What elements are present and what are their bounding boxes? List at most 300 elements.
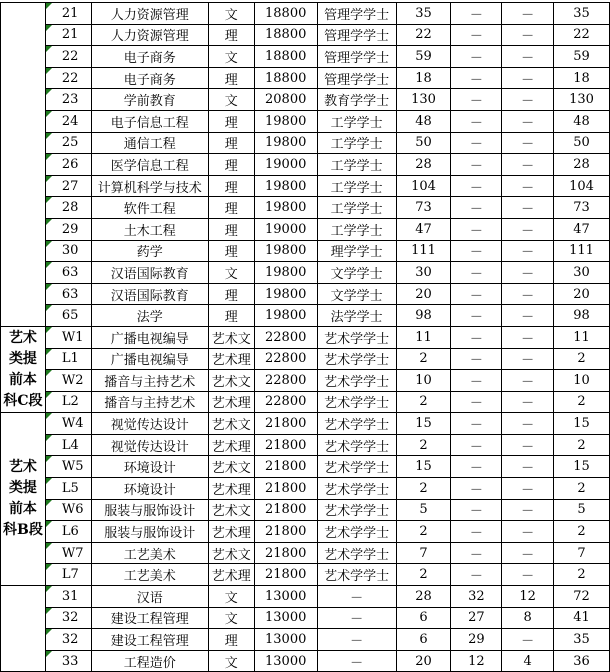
subject-type-cell: 文 — [208, 586, 254, 608]
plan-count-a-cell: 2 — [396, 391, 451, 413]
plan-count-c-cell: － — [502, 262, 554, 284]
table-row — [1, 521, 610, 543]
major-code-cell: L6 — [45, 521, 91, 543]
major-name-cell: 广播电视编导 — [91, 326, 208, 348]
section-label — [1, 586, 46, 672]
table-row — [1, 89, 610, 111]
table-row — [1, 478, 610, 500]
major-name-cell: 建设工程管理 — [91, 607, 208, 629]
section-label — [1, 3, 46, 327]
degree-cell: 工学学士 — [317, 110, 396, 132]
tuition-cell: 22800 — [254, 326, 317, 348]
major-code-cell: 33 — [45, 650, 91, 672]
major-code-cell: L7 — [45, 564, 91, 586]
major-name-cell: 播音与主持艺术 — [91, 370, 208, 392]
table-row — [1, 175, 610, 197]
major-code-cell: L4 — [45, 434, 91, 456]
major-name-cell: 土木工程 — [91, 218, 208, 240]
plan-count-a-cell: 59 — [396, 46, 451, 68]
plan-count-c-cell: － — [502, 413, 554, 435]
section-label: 艺术类提前本科C段 — [1, 326, 46, 412]
plan-count-b-cell: 12 — [451, 650, 502, 672]
total-count-cell: 2 — [554, 348, 610, 370]
tuition-cell: 22800 — [254, 348, 317, 370]
subject-type-cell: 艺术理 — [208, 391, 254, 413]
table-row — [1, 391, 610, 413]
total-count-cell: 28 — [554, 154, 610, 176]
major-name-cell: 通信工程 — [91, 132, 208, 154]
subject-type-cell: 文 — [208, 262, 254, 284]
degree-cell: 工学学士 — [317, 175, 396, 197]
plan-count-a-cell: 15 — [396, 456, 451, 478]
plan-count-c-cell: － — [502, 46, 554, 68]
major-code-cell: 21 — [45, 3, 91, 25]
total-count-cell: 73 — [554, 197, 610, 219]
table-row — [1, 24, 610, 46]
tuition-cell: 20800 — [254, 89, 317, 111]
tuition-cell: 19800 — [254, 110, 317, 132]
plan-count-c-cell: － — [502, 3, 554, 25]
major-code-cell: W5 — [45, 456, 91, 478]
plan-count-b-cell: － — [451, 67, 502, 89]
major-name-cell: 环境设计 — [91, 478, 208, 500]
plan-count-a-cell: 47 — [396, 218, 451, 240]
major-name-cell: 视觉传达设计 — [91, 413, 208, 435]
plan-count-b-cell: － — [451, 197, 502, 219]
plan-count-b-cell: － — [451, 456, 502, 478]
plan-count-b-cell: － — [451, 413, 502, 435]
subject-type-cell: 艺术文 — [208, 326, 254, 348]
plan-count-c-cell: － — [502, 175, 554, 197]
plan-count-c-cell: － — [502, 370, 554, 392]
tuition-cell: 13000 — [254, 650, 317, 672]
total-count-cell: 35 — [554, 3, 610, 25]
degree-cell: 工学学士 — [317, 154, 396, 176]
tuition-cell: 19800 — [254, 283, 317, 305]
table-row — [1, 434, 610, 456]
plan-count-a-cell: 18 — [396, 67, 451, 89]
plan-count-b-cell: － — [451, 218, 502, 240]
plan-count-a-cell: 50 — [396, 132, 451, 154]
table-row — [1, 650, 610, 672]
plan-count-b-cell: － — [451, 434, 502, 456]
major-name-cell: 工艺美术 — [91, 564, 208, 586]
plan-count-c-cell: 8 — [502, 607, 554, 629]
table-row — [1, 456, 610, 478]
table-row — [1, 542, 610, 564]
subject-type-cell: 理 — [208, 154, 254, 176]
total-count-cell: 22 — [554, 24, 610, 46]
plan-count-c-cell: － — [502, 564, 554, 586]
total-count-cell: 30 — [554, 262, 610, 284]
plan-count-b-cell: － — [451, 326, 502, 348]
degree-cell: 艺术学学士 — [317, 499, 396, 521]
total-count-cell: 111 — [554, 240, 610, 262]
table-row — [1, 154, 610, 176]
subject-type-cell: 艺术文 — [208, 499, 254, 521]
major-code-cell: 26 — [45, 154, 91, 176]
degree-cell: 教育学学士 — [317, 89, 396, 111]
total-count-cell: 7 — [554, 542, 610, 564]
plan-count-c-cell: － — [502, 478, 554, 500]
plan-count-c-cell: － — [502, 283, 554, 305]
total-count-cell: 35 — [554, 629, 610, 651]
tuition-cell: 22800 — [254, 370, 317, 392]
subject-type-cell: 艺术理 — [208, 564, 254, 586]
degree-cell: 法学学士 — [317, 305, 396, 327]
table-row — [1, 326, 610, 348]
major-code-cell: L2 — [45, 391, 91, 413]
total-count-cell: 2 — [554, 434, 610, 456]
major-name-cell: 汉语 — [91, 586, 208, 608]
degree-cell: 理学学士 — [317, 240, 396, 262]
major-name-cell: 医学信息工程 — [91, 154, 208, 176]
subject-type-cell: 理 — [208, 175, 254, 197]
total-count-cell: 72 — [554, 586, 610, 608]
total-count-cell: 41 — [554, 607, 610, 629]
major-code-cell: W2 — [45, 370, 91, 392]
plan-count-b-cell: － — [451, 348, 502, 370]
degree-cell: 文学学士 — [317, 283, 396, 305]
tuition-cell: 19800 — [254, 262, 317, 284]
table-row — [1, 413, 610, 435]
plan-count-c-cell: － — [502, 89, 554, 111]
plan-count-a-cell: 2 — [396, 478, 451, 500]
plan-count-c-cell: － — [502, 305, 554, 327]
plan-count-c-cell: － — [502, 197, 554, 219]
tuition-cell: 21800 — [254, 434, 317, 456]
subject-type-cell: 艺术理 — [208, 434, 254, 456]
table-row — [1, 586, 610, 608]
plan-count-a-cell: 2 — [396, 521, 451, 543]
table-row — [1, 564, 610, 586]
major-code-cell: W1 — [45, 326, 91, 348]
major-code-cell: 29 — [45, 218, 91, 240]
plan-count-b-cell: － — [451, 391, 502, 413]
degree-cell: 工学学士 — [317, 132, 396, 154]
table-row — [1, 607, 610, 629]
plan-count-b-cell: 32 — [451, 586, 502, 608]
major-code-cell: W4 — [45, 413, 91, 435]
major-code-cell: 63 — [45, 262, 91, 284]
subject-type-cell: 艺术理 — [208, 521, 254, 543]
tuition-cell: 21800 — [254, 478, 317, 500]
plan-count-a-cell: 98 — [396, 305, 451, 327]
plan-count-b-cell: 27 — [451, 607, 502, 629]
major-code-cell: 30 — [45, 240, 91, 262]
degree-cell: 艺术学学士 — [317, 478, 396, 500]
subject-type-cell: 艺术文 — [208, 456, 254, 478]
subject-type-cell: 理 — [208, 67, 254, 89]
plan-count-c-cell: － — [502, 456, 554, 478]
plan-count-a-cell: 130 — [396, 89, 451, 111]
table-row — [1, 348, 610, 370]
plan-count-c-cell: － — [502, 391, 554, 413]
total-count-cell: 10 — [554, 370, 610, 392]
plan-count-a-cell: 2 — [396, 348, 451, 370]
total-count-cell: 59 — [554, 46, 610, 68]
degree-cell: 管理学学士 — [317, 46, 396, 68]
plan-count-c-cell: － — [502, 542, 554, 564]
plan-count-b-cell: － — [451, 46, 502, 68]
major-name-cell: 电子信息工程 — [91, 110, 208, 132]
degree-cell: 艺术学学士 — [317, 434, 396, 456]
major-name-cell: 播音与主持艺术 — [91, 391, 208, 413]
table-row — [1, 240, 610, 262]
tuition-cell: 18800 — [254, 46, 317, 68]
major-name-cell: 计算机科学与技术 — [91, 175, 208, 197]
table-row — [1, 46, 610, 68]
plan-count-a-cell: 20 — [396, 283, 451, 305]
degree-cell: 艺术学学士 — [317, 370, 396, 392]
major-code-cell: L5 — [45, 478, 91, 500]
tuition-cell: 19000 — [254, 218, 317, 240]
subject-type-cell: 艺术文 — [208, 370, 254, 392]
plan-count-b-cell: － — [451, 24, 502, 46]
subject-type-cell: 艺术理 — [208, 348, 254, 370]
major-name-cell: 软件工程 — [91, 197, 208, 219]
degree-cell: 艺术学学士 — [317, 326, 396, 348]
major-code-cell: 23 — [45, 89, 91, 111]
major-code-cell: 31 — [45, 586, 91, 608]
plan-count-b-cell: － — [451, 175, 502, 197]
major-name-cell: 建设工程管理 — [91, 629, 208, 651]
tuition-cell: 13000 — [254, 586, 317, 608]
plan-count-b-cell: － — [451, 542, 502, 564]
table-row — [1, 370, 610, 392]
degree-cell: 工学学士 — [317, 218, 396, 240]
tuition-cell: 19000 — [254, 154, 317, 176]
major-name-cell: 服装与服饰设计 — [91, 521, 208, 543]
subject-type-cell: 艺术文 — [208, 542, 254, 564]
subject-type-cell: 理 — [208, 110, 254, 132]
subject-type-cell: 文 — [208, 607, 254, 629]
tuition-cell: 21800 — [254, 413, 317, 435]
major-code-cell: W7 — [45, 542, 91, 564]
plan-count-c-cell: － — [502, 326, 554, 348]
major-name-cell: 视觉传达设计 — [91, 434, 208, 456]
tuition-cell: 21800 — [254, 542, 317, 564]
total-count-cell: 15 — [554, 413, 610, 435]
plan-count-a-cell: 2 — [396, 564, 451, 586]
plan-count-c-cell: － — [502, 629, 554, 651]
degree-cell: － — [317, 586, 396, 608]
tuition-cell: 19800 — [254, 197, 317, 219]
major-name-cell: 人力资源管理 — [91, 3, 208, 25]
plan-count-c-cell: － — [502, 240, 554, 262]
subject-type-cell: 理 — [208, 218, 254, 240]
major-name-cell: 工艺美术 — [91, 542, 208, 564]
plan-count-b-cell: － — [451, 521, 502, 543]
total-count-cell: 2 — [554, 521, 610, 543]
subject-type-cell: 文 — [208, 3, 254, 25]
major-code-cell: 63 — [45, 283, 91, 305]
plan-count-b-cell: － — [451, 262, 502, 284]
major-code-cell: 21 — [45, 24, 91, 46]
degree-cell: 管理学学士 — [317, 67, 396, 89]
major-name-cell: 人力资源管理 — [91, 24, 208, 46]
major-name-cell: 法学 — [91, 305, 208, 327]
plan-count-a-cell: 10 — [396, 370, 451, 392]
major-code-cell: 24 — [45, 110, 91, 132]
plan-count-a-cell: 7 — [396, 542, 451, 564]
degree-cell: － — [317, 650, 396, 672]
table-row — [1, 3, 610, 25]
tuition-cell: 19800 — [254, 175, 317, 197]
degree-cell: 艺术学学士 — [317, 413, 396, 435]
table-row — [1, 629, 610, 651]
plan-count-c-cell: － — [502, 132, 554, 154]
major-code-cell: 65 — [45, 305, 91, 327]
tuition-cell: 13000 — [254, 629, 317, 651]
table-row — [1, 132, 610, 154]
subject-type-cell: 理 — [208, 629, 254, 651]
major-code-cell: 25 — [45, 132, 91, 154]
plan-count-a-cell: 111 — [396, 240, 451, 262]
plan-count-c-cell: － — [502, 110, 554, 132]
major-code-cell: 32 — [45, 629, 91, 651]
plan-count-b-cell: － — [451, 370, 502, 392]
subject-type-cell: 理 — [208, 24, 254, 46]
plan-count-a-cell: 6 — [396, 607, 451, 629]
plan-count-c-cell: － — [502, 521, 554, 543]
plan-count-c-cell: 4 — [502, 650, 554, 672]
plan-count-c-cell: 12 — [502, 586, 554, 608]
total-count-cell: 50 — [554, 132, 610, 154]
major-name-cell: 学前教育 — [91, 89, 208, 111]
total-count-cell: 18 — [554, 67, 610, 89]
plan-count-a-cell: 73 — [396, 197, 451, 219]
degree-cell: 艺术学学士 — [317, 521, 396, 543]
total-count-cell: 130 — [554, 89, 610, 111]
major-name-cell: 服装与服饰设计 — [91, 499, 208, 521]
plan-count-a-cell: 30 — [396, 262, 451, 284]
plan-count-b-cell: － — [451, 240, 502, 262]
total-count-cell: 36 — [554, 650, 610, 672]
major-name-cell: 药学 — [91, 240, 208, 262]
major-code-cell: 28 — [45, 197, 91, 219]
degree-cell: 管理学学士 — [317, 24, 396, 46]
plan-count-b-cell: － — [451, 283, 502, 305]
degree-cell: 艺术学学士 — [317, 391, 396, 413]
subject-type-cell: 文 — [208, 89, 254, 111]
plan-count-a-cell: 48 — [396, 110, 451, 132]
total-count-cell: 98 — [554, 305, 610, 327]
major-name-cell: 工程造价 — [91, 650, 208, 672]
subject-type-cell: 理 — [208, 240, 254, 262]
major-name-cell: 汉语国际教育 — [91, 283, 208, 305]
subject-type-cell: 理 — [208, 283, 254, 305]
plan-count-a-cell: 35 — [396, 3, 451, 25]
major-name-cell: 汉语国际教育 — [91, 262, 208, 284]
tuition-cell: 21800 — [254, 564, 317, 586]
total-count-cell: 104 — [554, 175, 610, 197]
plan-count-b-cell: 29 — [451, 629, 502, 651]
plan-count-b-cell: － — [451, 3, 502, 25]
total-count-cell: 47 — [554, 218, 610, 240]
plan-count-c-cell: － — [502, 24, 554, 46]
plan-count-c-cell: － — [502, 154, 554, 176]
tuition-cell: 22800 — [254, 391, 317, 413]
plan-count-b-cell: － — [451, 305, 502, 327]
plan-count-a-cell: 6 — [396, 629, 451, 651]
degree-cell: 艺术学学士 — [317, 456, 396, 478]
tuition-cell: 19800 — [254, 132, 317, 154]
subject-type-cell: 文 — [208, 46, 254, 68]
tuition-cell: 18800 — [254, 24, 317, 46]
section-label: 艺术类提前本科B段 — [1, 413, 46, 586]
tuition-cell: 19800 — [254, 305, 317, 327]
major-name-cell: 广播电视编导 — [91, 348, 208, 370]
subject-type-cell: 艺术文 — [208, 413, 254, 435]
degree-cell: 艺术学学士 — [317, 564, 396, 586]
plan-count-b-cell: － — [451, 499, 502, 521]
subject-type-cell: 理 — [208, 305, 254, 327]
table-row — [1, 67, 610, 89]
plan-count-a-cell: 2 — [396, 434, 451, 456]
total-count-cell: 2 — [554, 478, 610, 500]
plan-count-c-cell: － — [502, 348, 554, 370]
major-code-cell: 22 — [45, 67, 91, 89]
degree-cell: 艺术学学士 — [317, 348, 396, 370]
tuition-cell: 18800 — [254, 67, 317, 89]
plan-count-a-cell: 104 — [396, 175, 451, 197]
subject-type-cell: 理 — [208, 197, 254, 219]
table-row — [1, 283, 610, 305]
plan-count-b-cell: － — [451, 478, 502, 500]
major-name-cell: 环境设计 — [91, 456, 208, 478]
tuition-cell: 19800 — [254, 240, 317, 262]
subject-type-cell: 理 — [208, 132, 254, 154]
degree-cell: 工学学士 — [317, 197, 396, 219]
major-code-cell: 22 — [45, 46, 91, 68]
total-count-cell: 11 — [554, 326, 610, 348]
table-row — [1, 305, 610, 327]
subject-type-cell: 艺术理 — [208, 478, 254, 500]
tuition-cell: 13000 — [254, 607, 317, 629]
table-row — [1, 499, 610, 521]
plan-count-c-cell: － — [502, 499, 554, 521]
total-count-cell: 48 — [554, 110, 610, 132]
major-code-cell: L1 — [45, 348, 91, 370]
degree-cell: 管理学学士 — [317, 3, 396, 25]
degree-cell: 文学学士 — [317, 262, 396, 284]
total-count-cell: 15 — [554, 456, 610, 478]
plan-count-b-cell: － — [451, 89, 502, 111]
plan-count-b-cell: － — [451, 110, 502, 132]
major-code-cell: 27 — [45, 175, 91, 197]
tuition-cell: 21800 — [254, 499, 317, 521]
plan-count-b-cell: － — [451, 154, 502, 176]
plan-count-a-cell: 15 — [396, 413, 451, 435]
plan-count-a-cell: 28 — [396, 586, 451, 608]
plan-count-b-cell: － — [451, 564, 502, 586]
major-code-cell: 32 — [45, 607, 91, 629]
tuition-cell: 21800 — [254, 521, 317, 543]
plan-count-a-cell: 11 — [396, 326, 451, 348]
total-count-cell: 2 — [554, 391, 610, 413]
tuition-cell: 18800 — [254, 3, 317, 25]
total-count-cell: 5 — [554, 499, 610, 521]
plan-count-b-cell: － — [451, 132, 502, 154]
plan-count-c-cell: － — [502, 434, 554, 456]
degree-cell: 艺术学学士 — [317, 542, 396, 564]
enrollment-plan-table — [0, 2, 610, 672]
plan-count-c-cell: － — [502, 67, 554, 89]
tuition-cell: 21800 — [254, 456, 317, 478]
table-row — [1, 218, 610, 240]
plan-count-a-cell: 22 — [396, 24, 451, 46]
